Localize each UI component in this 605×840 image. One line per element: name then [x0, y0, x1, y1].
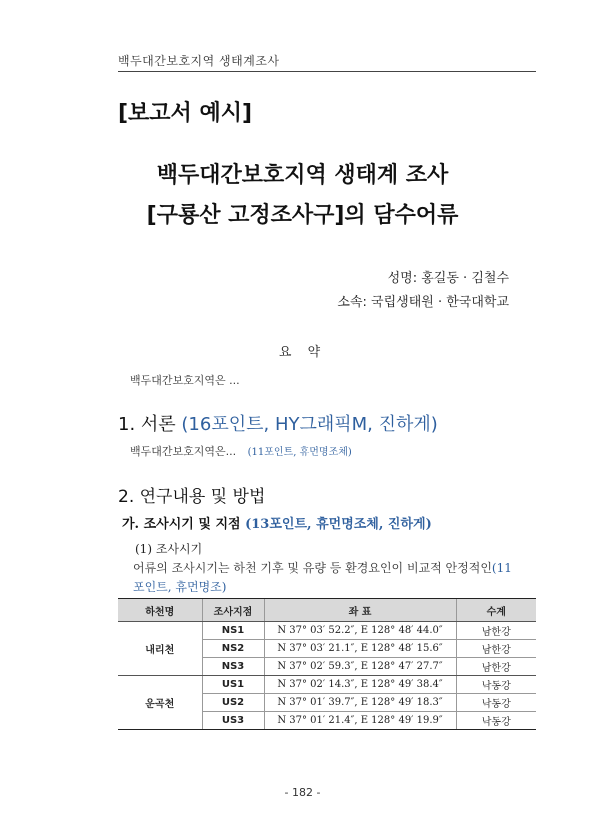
paragraph-note: (11포인트, 휴먼명조) — [133, 561, 512, 594]
site-code: US3 — [202, 712, 264, 730]
section1-format-note: (16포인트, HY그래픽M, 진하게) — [181, 414, 438, 435]
site-code: NS2 — [202, 640, 264, 658]
site-basin: 낙동강 — [456, 712, 536, 730]
table-row — [118, 676, 536, 694]
site-code: NS3 — [202, 658, 264, 676]
paragraph-text: 어류의 조사시기는 하천 기후 및 유량 등 환경요인이 비교적 안정적인 — [133, 561, 492, 575]
author-names: 성명: 홍길동 · 김철수 — [387, 271, 509, 286]
subsection-a-title: 가. 조사시기 및 지점 — [122, 517, 241, 532]
site-coordinates: N 37° 01′ 39.7″, E 128° 49′ 18.3″ — [264, 694, 456, 712]
section1-body — [130, 443, 352, 459]
site-basin: 낙동강 — [456, 676, 536, 694]
site-coordinates: N 37° 03′ 52.2″, E 128° 48′ 44.0″ — [264, 622, 456, 640]
section1-body-text: 백두대간보호지역은... — [130, 445, 237, 458]
running-header: 백두대간보호지역 생태계조사 — [118, 54, 280, 68]
site-coordinates: N 37° 02′ 59.3″, E 128° 47′ 27.7″ — [264, 658, 456, 676]
subsection-a-heading — [122, 513, 432, 532]
site-basin: 남한강 — [456, 658, 536, 676]
subsection-1-heading: (1) 조사시기 — [135, 542, 203, 556]
header-coordinates: 좌 표 — [264, 599, 456, 622]
section1-body-note: (11포인트, 휴먼명조체) — [247, 447, 352, 458]
abstract-heading: 요 약 — [278, 345, 327, 360]
header-site: 조사지점 — [202, 599, 264, 622]
page-number: - 182 - — [284, 786, 321, 799]
table-header-row — [118, 599, 536, 622]
river-name: 운곡천 — [118, 676, 202, 730]
site-basin: 남한강 — [456, 622, 536, 640]
header-divider — [118, 71, 536, 72]
subsection-a-note: (13포인트, 휴먼명조체, 진하게) — [245, 517, 432, 532]
report-example-tag: [보고서 예시] — [118, 101, 253, 126]
site-basin: 남한강 — [456, 640, 536, 658]
section1-title: 1. 서론 — [118, 414, 176, 435]
site-code: NS1 — [202, 622, 264, 640]
author-affiliation: 소속: 국립생태원 · 한국대학교 — [337, 295, 509, 310]
river-name: 내리천 — [118, 622, 202, 676]
survey-period-paragraph — [133, 559, 515, 597]
site-code: US1 — [202, 676, 264, 694]
document-title-line2: [구룡산 고정조사구]의 담수어류 — [146, 203, 459, 228]
abstract-body: 백두대간보호지역은 ... — [130, 374, 240, 387]
document-title-line1: 백두대간보호지역 생태계 조사 — [156, 163, 449, 188]
site-code: US2 — [202, 694, 264, 712]
site-coordinates: N 37° 01′ 21.4″, E 128° 49′ 19.9″ — [264, 712, 456, 730]
site-coordinates: N 37° 02′ 14.3″, E 128° 49′ 38.4″ — [264, 676, 456, 694]
site-coordinates: N 37° 03′ 21.1″, E 128° 48′ 15.6″ — [264, 640, 456, 658]
site-basin: 낙동강 — [456, 694, 536, 712]
section1-heading — [118, 410, 438, 436]
section2-heading: 2. 연구내용 및 방법 — [118, 487, 266, 507]
survey-site-table — [118, 598, 536, 730]
header-basin: 수계 — [456, 599, 536, 622]
table-row — [118, 622, 536, 640]
header-river: 하천명 — [118, 599, 202, 622]
